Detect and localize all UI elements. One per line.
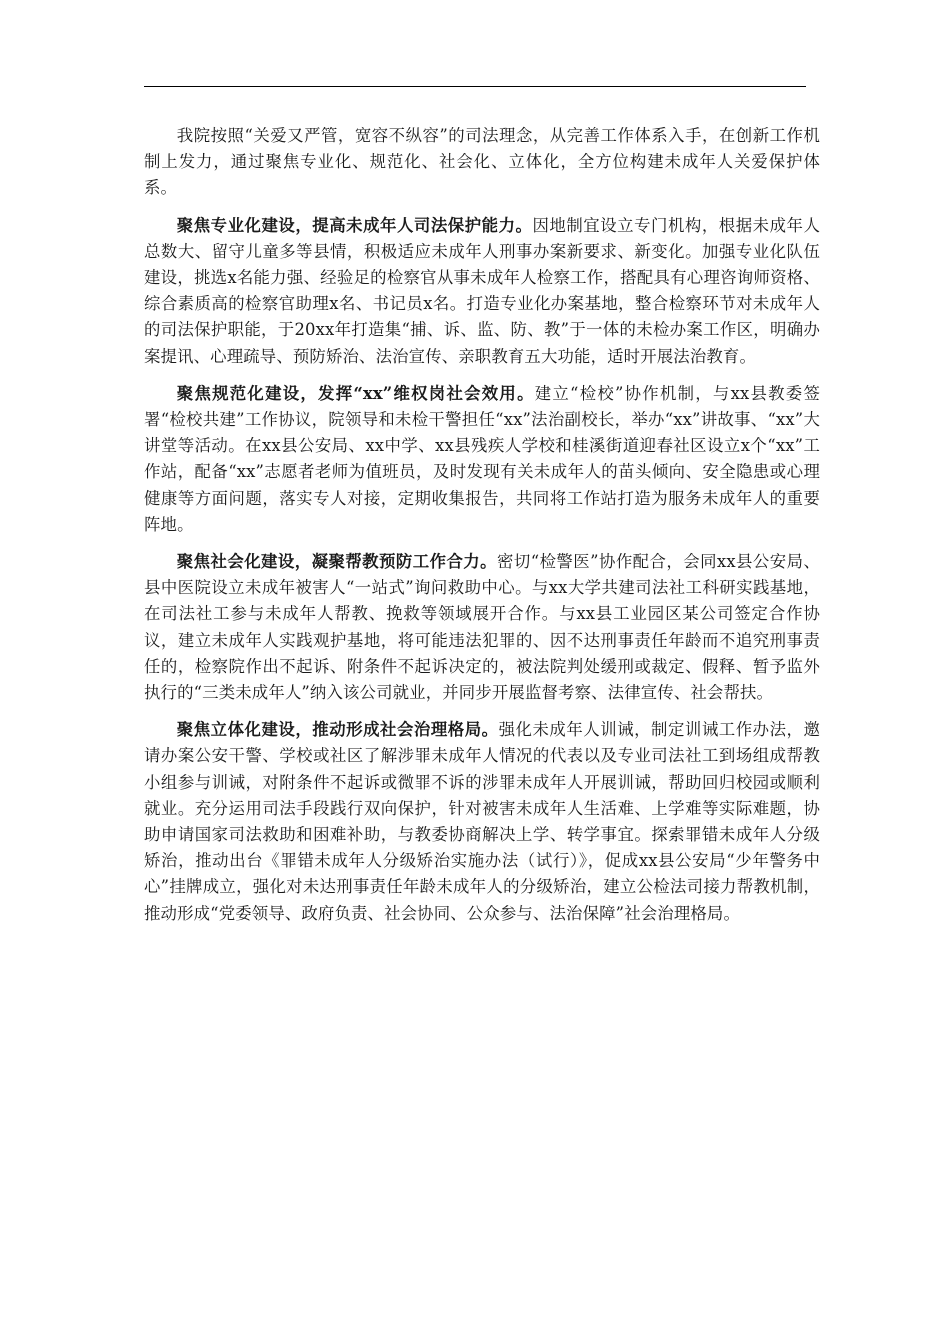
paragraph-lead: 聚焦立体化建设，推动形成社会治理格局。 xyxy=(176,720,499,740)
paragraph-text: 建立“检校”协作机制，与xx县教委签署“检校共建”工作协议，院领导和未检干警担任“xx”法治副校长，举办“xx”讲故事、“xx”大讲堂等活动。在xx县公安局、xx中学、xx县残疾人学校和桂溪街道迎春社区设立x个“xx”工作站，配备“xx”志愿者老师为值班员，及时发现有关未成年人的苗头倾向、安全隐患或心理健康等方面问题，落实专人对接，定期收集报告，共同将工作站打造为服务未成年人的重要阵地。 xyxy=(144,383,820,534)
header-rule xyxy=(144,86,806,87)
paragraph-lead: 聚焦专业化建设，提高未成年人司法保护能力。 xyxy=(176,215,533,235)
paragraph-text: 我院按照“关爱又严管，宽容不纵容”的司法理念，从完善工作体系入手，在创新工作机制上发力，通过聚焦专业化、规范化、社会化、立体化，全方位构建未成年人关爱保护体系。 xyxy=(144,126,820,198)
paragraph-professionalization xyxy=(144,213,820,370)
paragraph-lead: 聚焦规范化建设，发挥“xx”维权岗社会效用。 xyxy=(176,383,535,403)
paragraph-text: 因地制宜设立专门机构，根据未成年人总数大、留守儿童多等县情，积极适应未成年人刑事办案新要求、新变化。加强专业化队伍建设，挑选x名能力强、经验足的检察官从事未成年人检察工作，搭配具有心理咨询师资格、综合素质高的检察官助理x名、书记员x名。打造专业化办案基地，整合检察环节对未成年人的司法保护职能，于20xx年打造集“捕、诉、监、防、教”于一体的未检办案工作区，明确办案提讯、心理疏导、预防矫治、法治宣传、亲职教育五大功能，适时开展法治教育。 xyxy=(144,215,820,366)
paragraph-multidimensional xyxy=(144,717,820,927)
paragraph-text: 密切“检警医”协作配合，会同xx县公安局、县中医院设立未成年被害人“一站式”询问救助中心。与xx大学共建司法社工科研实践基地，在司法社工参与未成年人帮教、挽救等领域展开合作。与xx县工业园区某公司签定合作协议，建立未成年人实践观护基地，将可能违法犯罪的、因不达刑事责任年龄而不追究刑事责任的，检察院作出不起诉、附条件不起诉决定的，被法院判处缓刑或裁定、假释、暂予监外执行的“三类未成年人”纳入该公司就业，并同步开展监督考察、法律宣传、社会帮扶。 xyxy=(144,552,820,703)
document-body xyxy=(144,123,820,938)
paragraph-standardization xyxy=(144,381,820,538)
paragraph-text: 强化未成年人训诫，制定训诫工作办法，邀请办案公安干警、学校或社区了解涉罪未成年人情况的代表以及专业司法社工到场组成帮教小组参与训诫，对附条件不起诉或微罪不诉的涉罪未成年人开展训诫，帮助回归校园或顺利就业。充分运用司法手段践行双向保护，针对被害未成年人生活难、上学难等实际难题，协助申请国家司法救助和困难补助，与教委协商解决上学、转学事宜。探索罪错未成年人分级矫治，推动出台《罪错未成年人分级矫治实施办法（试行）》，促成xx县公安局“少年警务中心”挂牌成立，强化对未达刑事责任年龄未成年人的分级矫治，建立公检法司接力帮教机制，推动形成“党委领导、政府负责、社会协同、公众参与、法治保障”社会治理格局。 xyxy=(144,720,820,923)
paragraph-intro xyxy=(144,123,820,202)
paragraph-socialization xyxy=(144,549,820,706)
paragraph-lead: 聚焦社会化建设，凝聚帮教预防工作合力。 xyxy=(176,552,498,572)
